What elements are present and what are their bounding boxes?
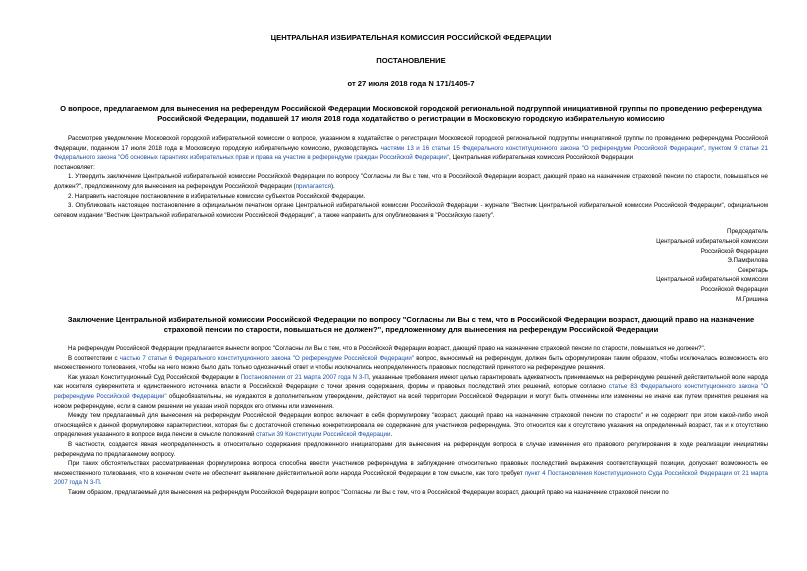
text: , Центральная избирательная комиссия Российской Федерации xyxy=(449,154,634,162)
conclusion-paragraph-3 xyxy=(54,373,768,411)
text: Как указал Конституционный Суд Российской Федерации в xyxy=(68,373,241,381)
link-law-article-83[interactable]: статье 83 Федерального конституционного закона "О референдуме Российской Федерации" xyxy=(54,383,769,401)
link-attachment[interactable]: прилагается xyxy=(295,182,331,190)
link-law-article-6[interactable]: частью 7 статьи 6 Федерального конституционного закона "О референдуме Российской Федерации" xyxy=(119,354,415,362)
text: При таких обстоятельствах рассматриваемая формулировка вопроса способна ввести участников референдума в заблуждение относительно правовых последствий выражения соответствующей позиции, допускает возможность ее множественного толкования, что в конечном счете не обеспечит выявление действительной воли народа Российской Федерации в том смысле, как того требует xyxy=(54,460,768,477)
chair-org-2: Российской Федерации xyxy=(700,247,768,255)
link-constitution-article-39[interactable]: статьи 39 Конституции Российской Федерации xyxy=(256,431,391,439)
text: . xyxy=(99,479,102,487)
link-court-ruling-point-4[interactable]: пункт 4 Постановления Конституционного Суда Российской Федерации от 21 марта 2007 года N 3-П xyxy=(54,469,768,487)
conclusion-title: Заключение Центральной избирательной комиссии Российской Федерации по вопросу "Согласны ли Вы с тем, что в Российской Федерации возраст, дающий право на назначение страховой пенсии по старости, повышаться не должен?", предложенному для вынесения на референдум Российской Федерации xyxy=(67,315,755,335)
item-2: 2. Направить настоящее постановление в избирательные комиссии субъектов Российской Федерации. xyxy=(68,192,366,200)
chair-name: Э.Памфилова xyxy=(727,257,768,265)
text: общеобязательны, не нуждаются в дополнительном утверждении, действуют на всей территории Российской Федерации и могут быть отменены или изменены не иначе как путем принятия решения на новом референдуме, если в самом решении не указан иной порядок его отмены или изменения. xyxy=(54,393,768,410)
doc-subject: О вопросе, предлагаемом для вынесения на референдум Российской Федерации Московской городской региональной подгруппой инициативной группы по проведению референдума Российской Федерации, подавшей 17 июля 2018 года ходатайство о регистрации в Московскую городскую избирательную комиссию xyxy=(60,104,762,123)
org-title: ЦЕНТРАЛЬНАЯ ИЗБИРАТЕЛЬНАЯ КОМИССИЯ РОССИЙСКОЙ ФЕДЕРАЦИИ xyxy=(270,33,552,42)
secretary-title: Секретарь xyxy=(737,266,768,274)
text: ). xyxy=(330,182,335,190)
chair-org-1: Центральной избирательной комиссии xyxy=(656,237,768,245)
conclusion-paragraph-5: В частности, создается явная неопределенность в относительно содержания предложенного инициаторами для вынесения на референдум вопроса в случае изменения его правового регулирования в ходе реализации инициативы референдума по предлагаемому вопросу. xyxy=(54,441,768,458)
preamble-paragraph xyxy=(54,134,768,163)
doc-date-number: от 27 июля 2018 года N 171/1405-7 xyxy=(347,79,475,88)
conclusion-paragraph-4 xyxy=(54,411,768,440)
link-law-referendum[interactable]: частями 13 и 16 статьи 15 Федерального конституционного закона "О референдуме Российской Федерации" xyxy=(380,144,705,152)
secretary-name: М.Гришина xyxy=(735,295,768,303)
item-3: 3. Опубликовать настоящее постановление в официальном печатном органе Центральной избирательной комиссии Российской Федерации - журнале "Вестник Центральной избирательной комиссии Российской Федерации", официальном сетевом издании "Вестник Центральной избирательной комиссии Российской Федерации", а также направить для опубликования в "Российскую газету". xyxy=(54,202,768,219)
text: В соответствии с xyxy=(68,354,120,362)
secretary-org-1: Центральной избирательной комиссии xyxy=(656,276,768,284)
conclusion-paragraph-1: На референдум Российской Федерации предлагается вынести вопрос "Согласны ли Вы с тем, что в Российской Федерации возраст, дающий право на назначение страховой пенсии по старости, повышаться не должен?". xyxy=(68,345,706,353)
text: , указанные требования имеют целью гарантировать адекватность принимаемых на референдуме решений действительной воле народа как носителя суверенитета и единственного источника власти в Российской Федерации с точки зрения содержания, формы и правовых последствий этих решений, которые согласно xyxy=(54,373,769,391)
conclusion-paragraph-7: Таким образом, предлагаемый для вынесения на референдум Российской Федерации вопрос "Согласны ли Вы с тем, что в Российской Федерации возраст, дающий право на назначение страховой пенсии по xyxy=(68,489,669,496)
doc-type: ПОСТАНОВЛЕНИЕ xyxy=(376,56,446,65)
text: , xyxy=(704,144,709,152)
link-court-ruling[interactable]: Постановлении от 21 марта 2007 года N 3-П xyxy=(240,373,369,381)
text: вопрос, выносимый на референдум, должен быть сформулирован таким образом, чтобы исключалась возможность его множественного толкования, чтобы на него можно было дать только однозначный ответ и чтобы исключались неопределенность правовых последствий принятого на референдуме решения. xyxy=(54,354,768,372)
text: 1. Утвердить заключение Центральной избирательной комиссии Российской Федерации по вопросу "Согласны ли Вы с тем, что в Российской Федерации возраст, дающий право на назначение страховой пенсии по старости, повышаться не должен?", предложенному для вынесения на референдум Российской Федерации ( xyxy=(54,173,768,190)
text: . xyxy=(390,431,393,439)
secretary-org-2: Российской Федерации xyxy=(700,285,768,293)
item-1 xyxy=(54,172,768,191)
link-law-guarantees[interactable]: пунктом 9 статьи 21 Федерального закона "Об основных гарантиях избирательных прав и права на участие в референдуме граждан Российской Федерации" xyxy=(54,144,768,162)
document xyxy=(54,33,768,498)
text: Рассмотрев уведомление Московской городской избирательной комиссии о вопросе, указанном в ходатайстве о регистрации Московской городской региональной подгруппы инициативной группы по проведению референдума Российской Федерации, поданном 17 июля 2018 года в Московскую городскую избирательную комиссию, руководствуясь xyxy=(54,135,768,152)
resolves-line: постановляет: xyxy=(54,163,95,171)
conclusion-paragraph-2 xyxy=(54,354,768,373)
chair-title: Председатель xyxy=(727,228,768,236)
conclusion-paragraph-6 xyxy=(54,459,768,488)
text: Между тем предлагаемый для вынесения на референдум Российской Федерации вопрос включает в себя формулировку "возраст, дающий право на назначение страховой пенсии по старости" и не содержит при этом какой-либо иной относящейся к данной формулировке характеристики, которая бы с достаточной степенью конкретизировала ее содержание для участников референдума. Это относится как к отсутствию указания на определенный возраст, так и к отсутствию определения указанного в вопросе вида пенсии в смысле положений xyxy=(54,412,768,439)
